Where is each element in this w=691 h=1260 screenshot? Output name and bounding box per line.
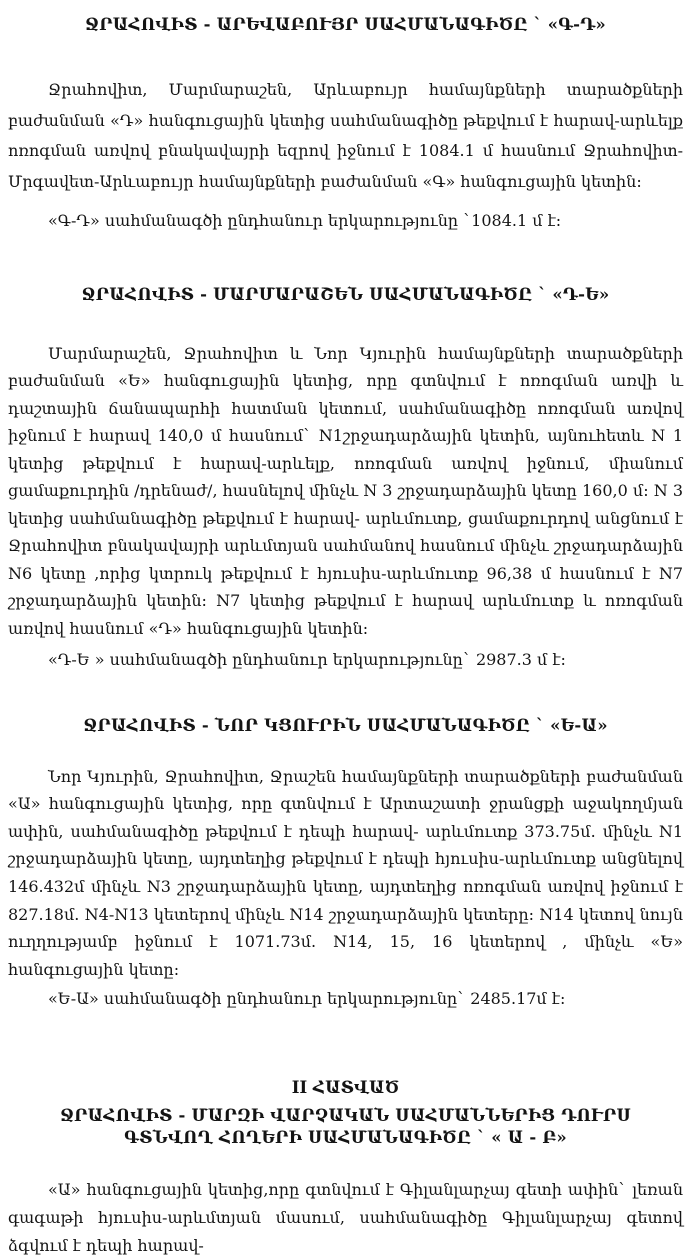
section-1-body: Ջրահովիտ, Մարմարաշեն, Արևաբույր համայնքների տարածքների բաժանման «Դ» հանգուցային կետից սահմանագիծը թեքվում է հարավ-արևելք ոռոգման առվով բնակավայրի եզրով իջնում է 1084.1 մ հասնում Ջրահովիտ-Մրգավետ-Արևաբույր համայնքների բաժանման «Գ» հանգուցային կետին: [8,80,683,191]
section-2-heading: ՋՐԱՀՈՎԻՏ - ՄԱՐՄԱՐԱՇԵՆ ՍԱՀՄԱՆԱԳԻԾԸ ` «Դ-Ե» [81,285,610,305]
part-2-label: II ՀԱՏՎԱԾ [291,1078,400,1098]
section-3-summary: «Ե-Ա» սահմանագծի ընդհանուր երկարությունը` 2485.17մ է: [48,989,566,1009]
section-2-body: Մարմարաշեն, Ջրահովիտ և Նոր Կյուրին համայնքների տարածքների բաժանման «Ե» հանգուցային կետից, որը գտնվում է ոռոգման առվի և դաշտային ճանապարհի հատման կետում, սահմանագիծը ոռոգման առվով իջնում է հարավ 140,0 մ հասնում` N1շրջադարձային կետին, այնուհետև N 1 կետից թեքվում է հարավ-արևելք, ոռոգման առվով իջնում, միանում ցամաքուրդին /դրենաժ/, հասնելով մինչև N 3 շրջադարձային կետը 160,0 մ: N 3 կետից սահմանագիծը թեքվում է հարավ- արևմուտք, ցամաքուրդով անցնում է Ջրահովիտ բնակավայրի արևմտյան սահմանով հասնում մինչև շրջադարձային N6 կետը ,որից կտրուկ թեքվում է հյուսիս-արևմուտք 96,38 մ հասնում է N7 շրջադարձային կետին: N7 կետից թեքվում է հարավ արևմուտք և ոռոգման առվով հասնում «Դ» հանգուցային կետին: [8,343,683,638]
section-3-heading: ՋՐԱՀՈՎԻՏ - ՆՈՐ ԿՑՈՒՐԻՆ ՍԱՀՄԱՆԱԳԻԾԸ ` «Ե-Ա» [83,716,608,736]
section-1-summary: «Գ-Դ» սահմանագծի ընդհանուր երկարությունը `1084.1 մ է: [48,211,562,230]
section-2-summary: «Դ-Ե » սահմանագծի ընդհանուր երկարությունը` 2987.3 մ է: [48,650,566,670]
section-3-body: Նոր Կյուրին, Ջրահովիտ, Ջրաշեն համայնքների տարածքների բաժանման «Ա» հանգուցային կետից, որը գտնվում է Արտաշատի ջրանցքի աջակողմյան ափին, սահմանագիծը թեքվում է դեպի հարավ- արևմուտք 373.75մ. մինչև N1 շրջադարձային կետը, այդտեղից թեքվում է դեպի հյուսիս-արևմուտք անցնելով 146.432մ մինչև N3 շրջադարձային կետը, այդտեղից ոռոգման առվով իջնում է 827.18մ. N4-N13 կետերով մինչև N14 շրջադարձային կետերը: N14 կետով նույն ուղղությամբ իջնում է 1071.73մ. N14, 15, 16 կետերով , մինչև «Ե» հանգուցային կետը: [8,766,683,979]
section-1-heading: ՋՐԱՀՈՎԻՏ - ԱՐԵՎԱԲՈՒՅՐ ՍԱՀՄԱՆԱԳԻԾԸ ` «Գ-Դ» [85,15,606,34]
part-2-body: «Ա» հանգուցային կետից,որը գտնվում է Գիլանլարչայ գետի ափին` լեռան գագաթի հյուսիս-արևմտյան մասում, սահմանագիծը Գիլանլարչայ գետով ձգվում է դեպի հարավ- [8,1180,683,1256]
part-2-heading: ՋՐԱՀՈՎԻՏ - ՄԱՐԶԻ ՎԱՐՉԱԿԱՆ ՍԱՀՄԱՆՆԵՐԻՑ ԴՈՒՐՍ ԳՏՆՎՈՂ ՀՈՂԵՐԻ ՍԱՀՄԱՆԱԳԻԾԸ ` « Ա - Բ» [59,1106,632,1147]
